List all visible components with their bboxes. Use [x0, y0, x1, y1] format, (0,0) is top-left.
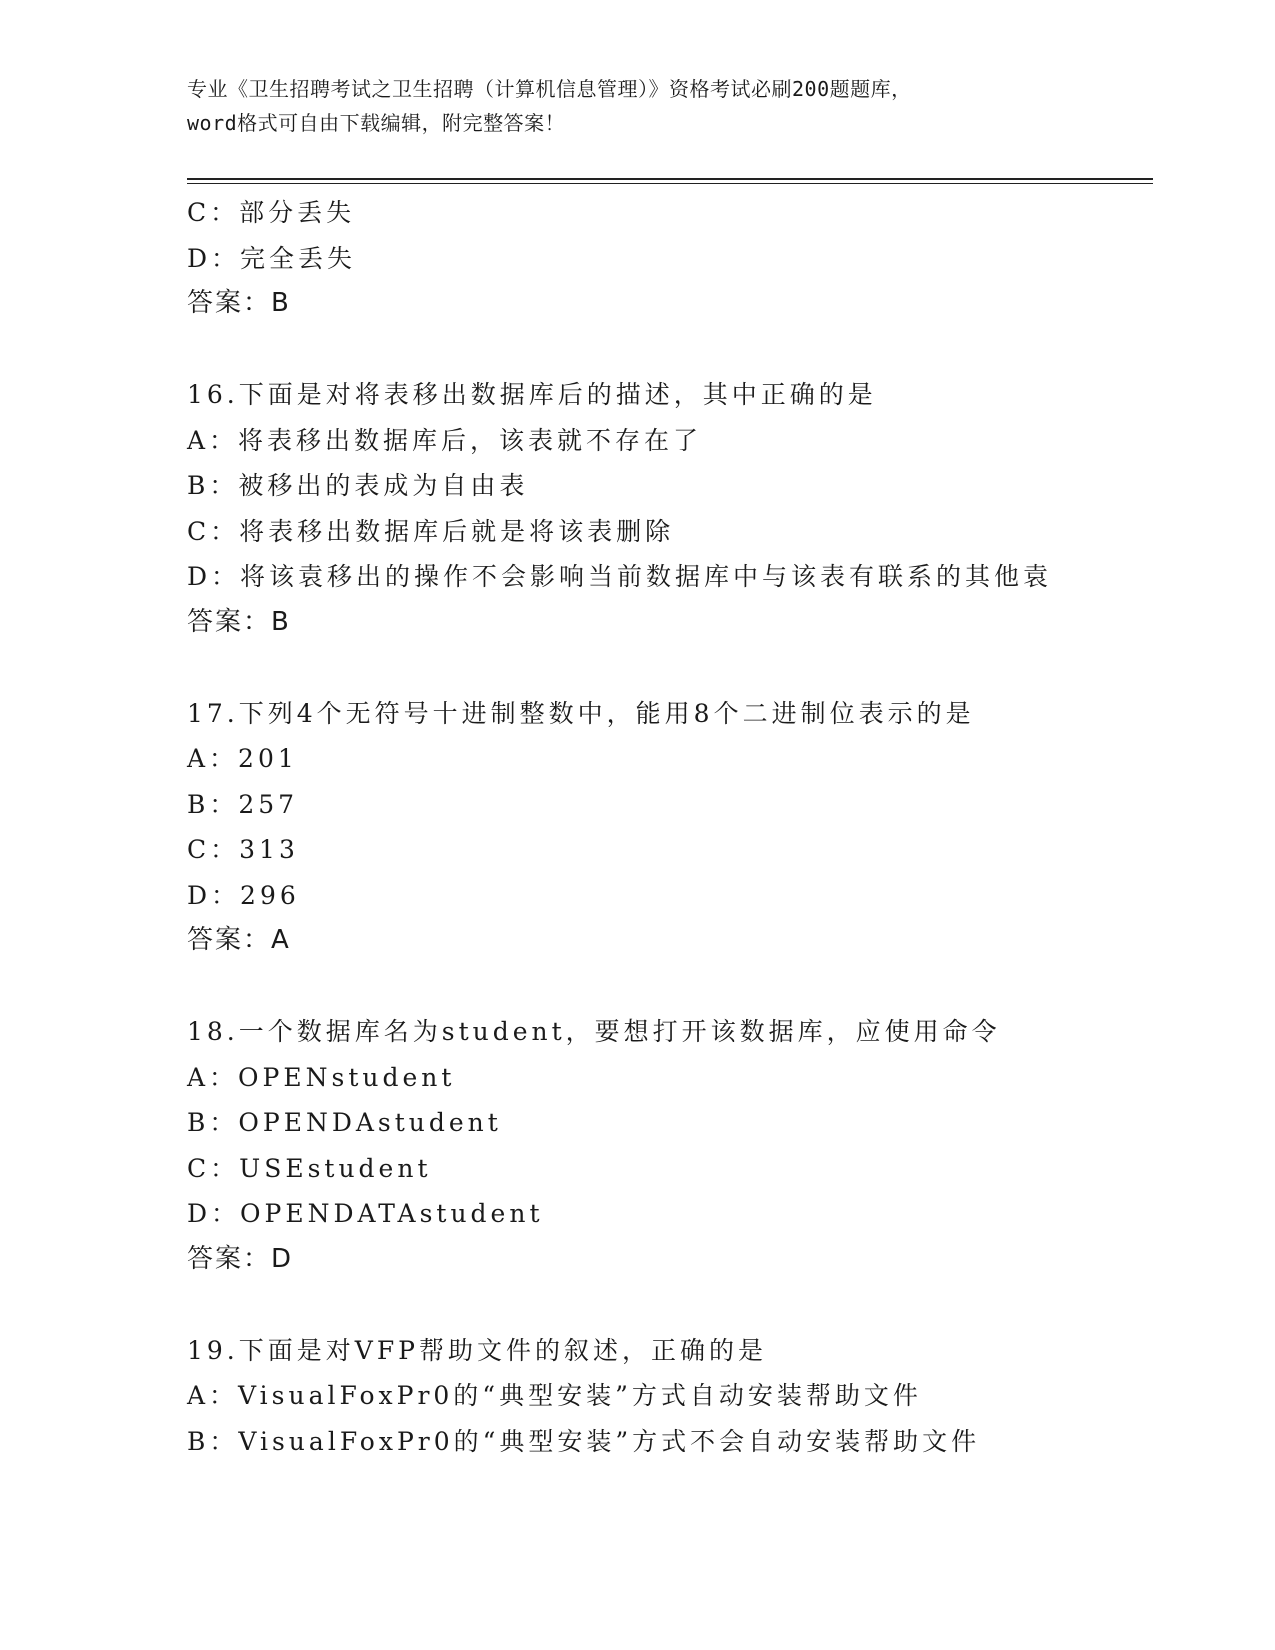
page-header — [187, 72, 1087, 140]
option-d: D：296 — [187, 880, 300, 910]
option-a: A：201 — [187, 744, 298, 773]
question-stem: 16.下面是对将表移出数据库后的描述，其中正确的是 — [187, 380, 877, 409]
option-c: C：313 — [187, 835, 299, 864]
option-b: B：VisualFoxPr0的“典型安装”方式不会自动安装帮助文件 — [187, 1426, 981, 1456]
option-a: A：VisualFoxPr0的“典型安装”方式自动安装帮助文件 — [187, 1381, 922, 1410]
question-18 — [187, 1009, 1147, 1282]
option-a: A：将表移出数据库后，该表就不存在了 — [187, 425, 703, 455]
answer-line: 答案：A — [187, 925, 291, 955]
option-b: B：257 — [187, 789, 299, 819]
question-stem: 19.下面是对VFP帮助文件的叙述，正确的是 — [187, 1335, 767, 1365]
option-a: A：OPENstudent — [187, 1062, 456, 1092]
option-c: C：USEstudent — [187, 1153, 432, 1183]
answer-line: 答案：B — [187, 288, 291, 318]
option-c: C：将表移出数据库后就是将该表删除 — [187, 516, 675, 546]
answer-line: 答案：D — [187, 1243, 294, 1274]
header-line-1: 专业《卫生招聘考试之卫生招聘（计算机信息管理）》资格考试必刷200题题库， — [187, 77, 912, 101]
question-16 — [187, 372, 1147, 645]
option-d: D：完全丢失 — [187, 243, 357, 273]
option-c: C：部分丢失 — [187, 198, 356, 227]
question-stem: 18.一个数据库名为student，要想打开该数据库，应使用命令 — [187, 1017, 1001, 1046]
question-17 — [187, 691, 1147, 964]
answer-line: 答案：B — [187, 606, 291, 637]
question-fragment — [187, 190, 1147, 327]
header-divider — [187, 178, 1153, 184]
question-list — [187, 190, 1147, 1464]
option-b: B：被移出的表成为自由表 — [187, 471, 529, 500]
header-line-2: word格式可自由下载编辑，附完整答案！ — [187, 111, 566, 135]
question-19 — [187, 1328, 1147, 1465]
option-d: D：将该袁移出的操作不会影响当前数据库中与该表有联系的其他袁 — [187, 562, 1053, 591]
option-d: D：OPENDATAstudent — [187, 1199, 544, 1228]
question-stem: 17.下列4个无符号十进制整数中，能用8个二进制位表示的是 — [187, 698, 975, 728]
option-b: B：OPENDAstudent — [187, 1108, 502, 1137]
